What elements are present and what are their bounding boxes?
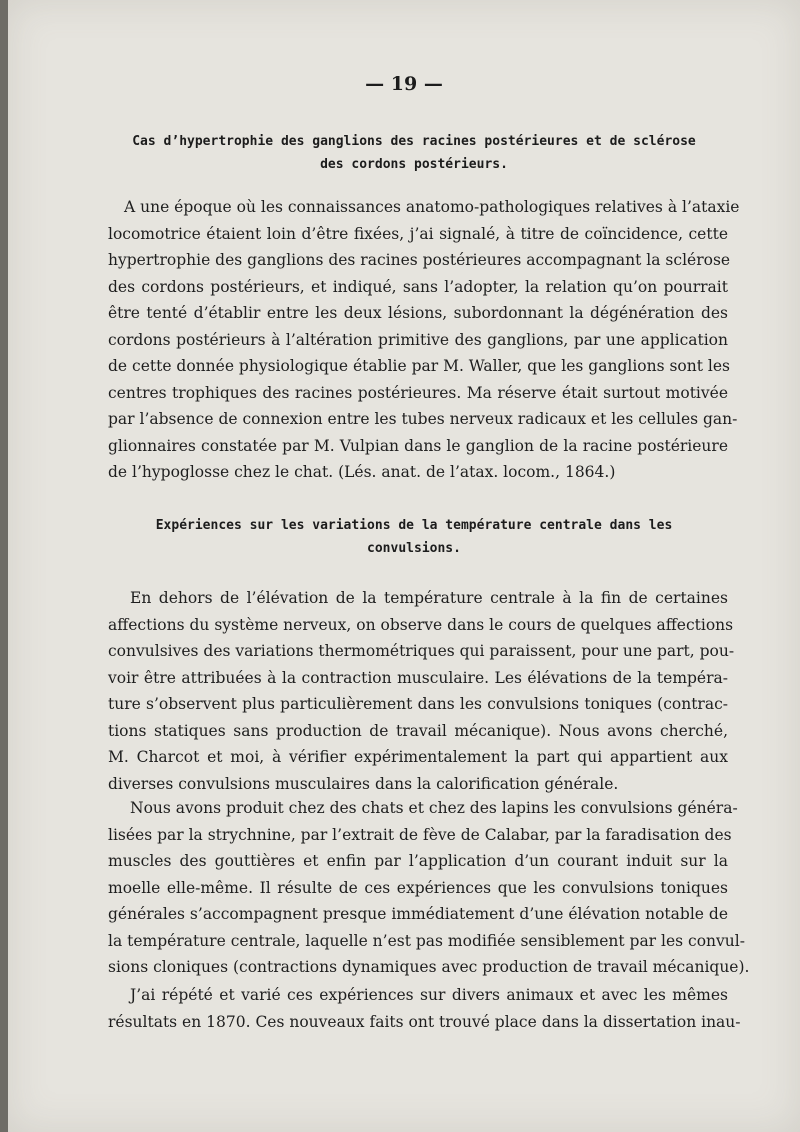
text-line: cordons postérieurs à l’altération primitive des ganglions, par une application xyxy=(108,330,728,349)
text-line: affections du système nerveux, on observe dans le cours de quelques affections xyxy=(108,615,734,634)
text-line: convulsives des variations thermométriques qui paraissent, pour une part, pou- xyxy=(108,642,735,660)
text-line: glionnaires constatée par M. Vulpian dans le ganglion de la racine postérieure xyxy=(108,436,728,455)
text-line: tions statiques sans production de travail mécanique). Nous avons cherché, xyxy=(108,721,728,740)
text-line: ture s’observent plus particulièrement dans les convulsions toniques (contrac- xyxy=(108,695,728,713)
text-line: être tenté d’établir entre les deux lésions, subordonnant la dégénération des xyxy=(108,304,728,322)
text-line: des cordons postérieurs, et indiqué, sans l’adopter, la relation qu’on pourrait xyxy=(108,277,728,296)
text-line: générales s’accompagnent presque immédiatement d’une élévation notable de xyxy=(108,905,728,923)
text-line: muscles des gouttières et enfin par l’application d’un courant induit sur la xyxy=(108,852,728,870)
text-line: J’ai répété et varié ces expériences sur divers animaux et avec les mêmes xyxy=(130,986,728,1004)
heading-line: Expériences sur les variations de la température centrale dans les xyxy=(155,518,673,533)
paragraph-ataxie xyxy=(108,194,740,486)
book-page xyxy=(8,0,800,1132)
paragraph-temperature xyxy=(108,585,735,797)
text-line: M. Charcot et moi, à vérifier expérimentalement la part qui appartient aux xyxy=(108,748,728,766)
text-line: voir être attribuées à la contraction musculaire. Les élévations de la tempéra- xyxy=(108,668,728,687)
text-line: A une époque où les connaissances anatomo-pathologiques relatives à l’ataxie xyxy=(124,198,740,216)
text-line: centres trophiques des racines postérieures. Ma réserve était surtout motivée xyxy=(108,383,728,402)
text-line: résultats en 1870. Ces nouveaux faits ont trouvé place dans la dissertation inau- xyxy=(108,1012,741,1031)
heading-line: des cordons postérieurs. xyxy=(320,157,508,172)
text-line: diverses convulsions musculaires dans la calorification générale. xyxy=(108,774,619,793)
text-line: par l’absence de connexion entre les tubes nerveux radicaux et les cellules gan- xyxy=(108,410,738,428)
text-line: lisées par la strychnine, par l’extrait de fève de Calabar, par la faradisation des xyxy=(108,825,732,844)
text-line: En dehors de l’élévation de la température centrale à la fin de certaines xyxy=(130,589,728,607)
text-line: locomotrice étaient loin d’être fixées, j’ai signalé, à titre de coïncidence, cette xyxy=(108,224,728,243)
text-line: de l’hypoglosse chez le chat. (Lés. anat. de l’atax. locom., 1864.) xyxy=(108,463,616,481)
text-line: hypertrophie des ganglions des racines postérieures accompagnant la sclérose xyxy=(108,251,731,269)
text-line: de cette donnée physiologique établie par M. Waller, que les ganglions sont les xyxy=(108,357,730,375)
text-line: sions cloniques (contractions dynamiques avec production de travail mécanique). xyxy=(108,958,750,976)
page-number: — 19 — xyxy=(365,73,443,95)
text-line: la température centrale, laquelle n’est pas modifiée sensiblement par les convul- xyxy=(108,931,745,950)
text-line: moelle elle-même. Il résulte de ces expériences que les convulsions toniques xyxy=(108,878,728,897)
heading-line: Cas d’hypertrophie des ganglions des racines postérieures et de sclérose xyxy=(132,134,696,149)
section-heading-hypertrophie xyxy=(108,130,720,176)
section-heading-experiences xyxy=(108,514,720,560)
text-line: Nous avons produit chez des chats et chez des lapins les convulsions généra- xyxy=(130,799,738,817)
paragraph-experiences xyxy=(108,795,750,981)
heading-line: convulsions. xyxy=(367,541,461,556)
paragraph-1870 xyxy=(108,982,741,1035)
